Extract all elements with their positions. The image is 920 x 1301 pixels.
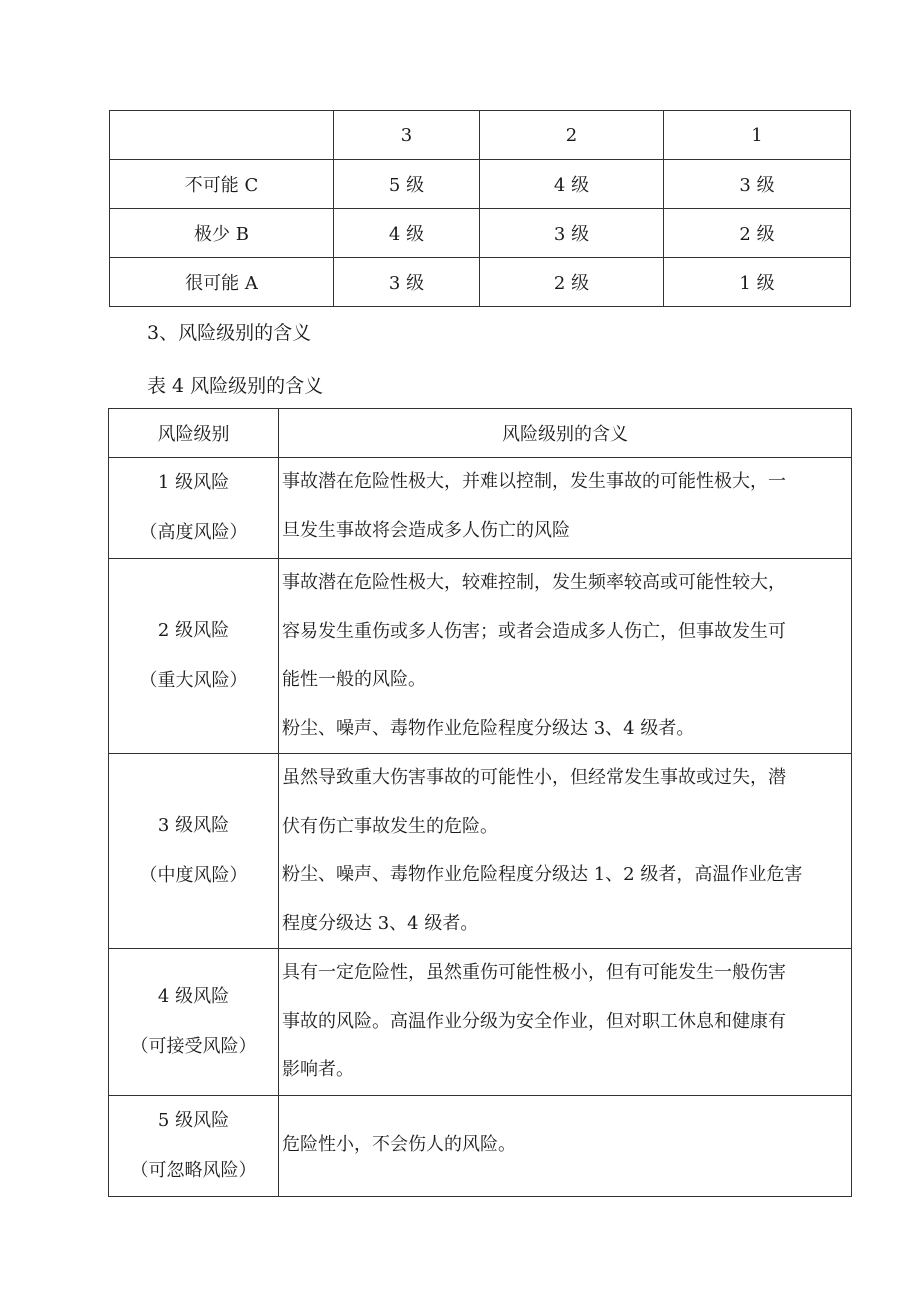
table-caption: 表 4 风险级别的含义 — [147, 375, 324, 397]
risk-level-cell — [109, 754, 279, 949]
risk-meaning-cell — [279, 949, 852, 1096]
matrix-row — [110, 160, 851, 209]
risk-level-name: 3 级风险 — [157, 815, 230, 836]
matrix-row — [110, 209, 851, 258]
meaning-column-header: 风险级别的含义 — [279, 409, 852, 458]
meaning-row — [109, 559, 852, 754]
risk-meaning-table — [108, 408, 852, 1197]
risk-meaning-cell — [279, 559, 852, 754]
meaning-line: 粉尘、噪声、毒物作业危险程度分级达 1、2 级者，高温作业危害 — [282, 864, 803, 885]
risk-level-cell — [109, 458, 279, 559]
meaning-line: 具有一定危险性，虽然重伤可能性极小，但有可能发生一般伤害 — [282, 962, 786, 983]
risk-level-name: 5 级风险 — [157, 1109, 230, 1131]
meaning-line: 粉尘、噪声、毒物作业危险程度分级达 3、4 级者。 — [282, 717, 695, 739]
matrix-cell: 3 级 — [664, 160, 851, 209]
risk-meaning-cell — [279, 1095, 852, 1196]
matrix-row-label: 极少 B — [110, 209, 334, 258]
risk-level-name: 2 级风险 — [157, 620, 230, 641]
meaning-line: 事故潜在危险性极大，并难以控制，发生事故的可能性极大，一 — [282, 471, 786, 492]
meaning-line: 事故潜在危险性极大，较难控制，发生频率较高或可能性较大， — [282, 572, 786, 593]
matrix-row — [110, 258, 851, 307]
matrix-cell: 4 级 — [334, 209, 480, 258]
risk-matrix-table — [109, 110, 851, 307]
meaning-line: 危险性小，不会伤人的风险。 — [282, 1134, 516, 1156]
risk-meaning-cell — [279, 754, 852, 949]
meaning-line: 能性一般的风险。 — [282, 669, 426, 690]
matrix-corner-cell — [110, 111, 334, 160]
matrix-col-header: 2 — [480, 111, 664, 160]
section-heading: 3、风险级别的含义 — [147, 322, 312, 344]
risk-level-cell — [109, 949, 279, 1096]
meaning-line: 虽然导致重大伤害事故的可能性小，但经常发生事故或过失，潜 — [282, 767, 786, 788]
matrix-cell: 2 级 — [664, 209, 851, 258]
risk-level-note: （重大风险） — [139, 670, 248, 691]
level-column-header: 风险级别 — [109, 409, 279, 458]
matrix-row-label: 很可能 A — [110, 258, 334, 307]
risk-level-cell — [109, 559, 279, 754]
meaning-line: 容易发生重伤或多人伤害；或者会造成多人伤亡，但事故发生可 — [282, 620, 786, 642]
risk-level-name: 1 级风险 — [157, 472, 230, 493]
risk-meaning-cell — [279, 458, 852, 559]
meaning-line: 程度分级达 3、4 级者。 — [282, 912, 479, 934]
matrix-cell: 1 级 — [664, 258, 851, 307]
meaning-line: 旦发生事故将会造成多人伤亡的风险 — [282, 519, 570, 541]
meaning-line: 影响者。 — [282, 1059, 354, 1080]
matrix-cell: 4 级 — [480, 160, 664, 209]
matrix-cell: 5 级 — [334, 160, 480, 209]
meaning-line: 伏有伤亡事故发生的危险。 — [282, 815, 498, 837]
matrix-cell: 3 级 — [480, 209, 664, 258]
risk-level-note: （高度风险） — [139, 522, 248, 543]
meaning-header-row — [109, 409, 852, 458]
risk-level-cell — [109, 1095, 279, 1196]
matrix-header-row — [110, 111, 851, 160]
risk-level-name: 4 级风险 — [157, 985, 230, 1007]
meaning-row — [109, 1095, 852, 1196]
matrix-cell: 3 级 — [334, 258, 480, 307]
risk-level-note: （可接受风险） — [130, 1035, 257, 1057]
matrix-col-header: 1 — [664, 111, 851, 160]
risk-level-note: （可忽略风险） — [130, 1159, 257, 1181]
risk-level-note: （中度风险） — [139, 865, 248, 886]
meaning-row — [109, 458, 852, 559]
meaning-line: 事故的风险。高温作业分级为安全作业，但对职工休息和健康有 — [282, 1010, 786, 1032]
matrix-cell: 2 级 — [480, 258, 664, 307]
meaning-row — [109, 754, 852, 949]
meaning-row — [109, 949, 852, 1096]
matrix-col-header: 3 — [334, 111, 480, 160]
matrix-row-label: 不可能 C — [110, 160, 334, 209]
